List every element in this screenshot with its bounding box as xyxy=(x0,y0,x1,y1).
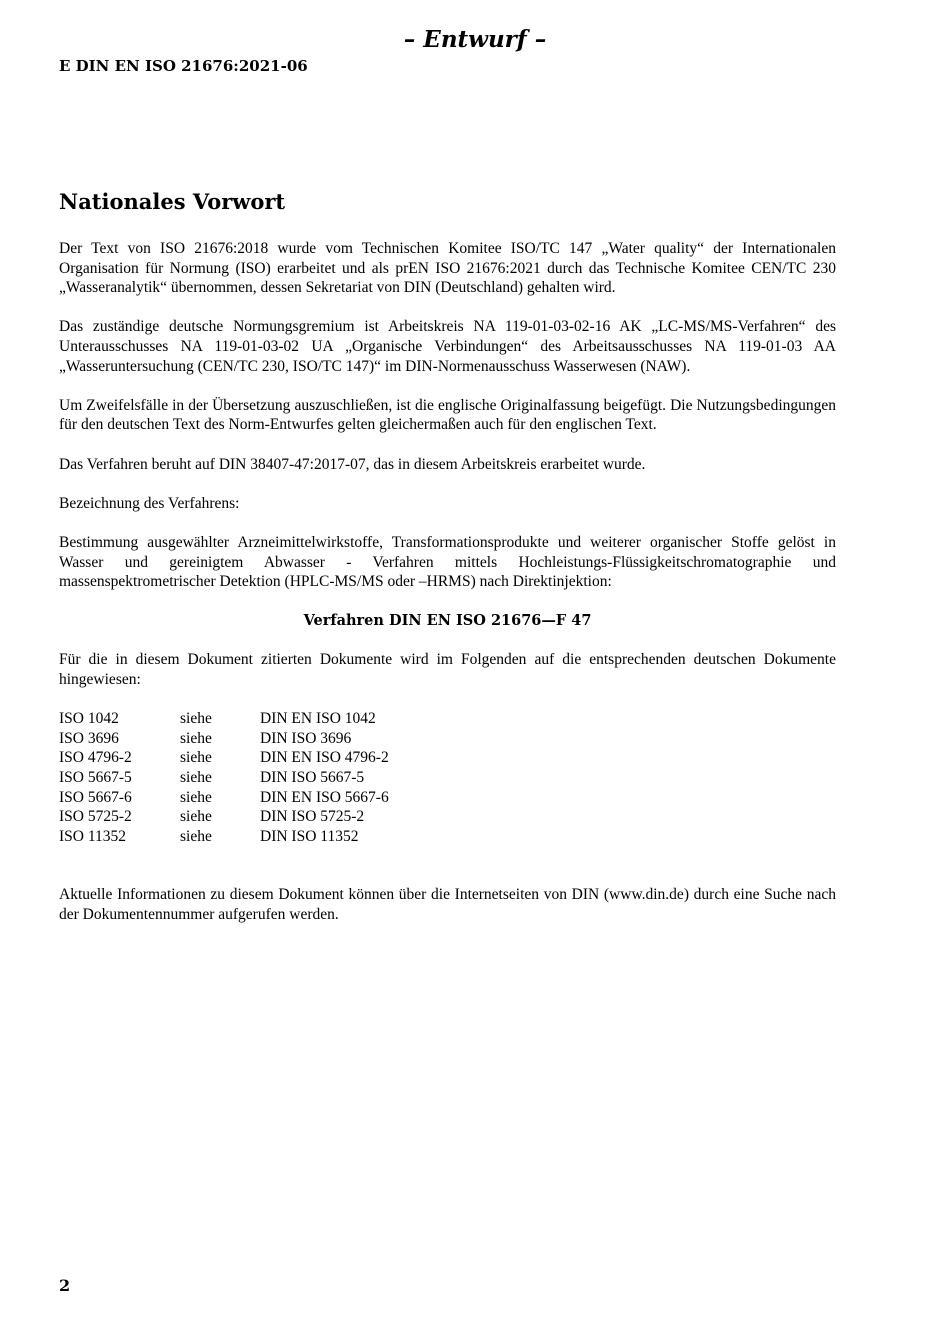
reference-row xyxy=(59,729,836,749)
reference-row xyxy=(59,807,836,827)
reference-see-label: siehe xyxy=(180,808,212,826)
page-content xyxy=(59,188,836,944)
paragraph-basis: Das Verfahren beruht auf DIN 38407-47:2017-07, das in diesem Arbeitskreis erarbeitet wurde. xyxy=(59,455,646,473)
reference-row xyxy=(59,827,836,847)
paragraph-committee: Das zuständige deutsche Normungsgremium ist Arbeitskreis NA 119-01-03-02-16 AK „LC-MS/MS-Verfahren“ des Unterausschusses NA 119-01-03-02 UA „Organische Verbindungen“ des Arbeitsausschusses NA 119-01-03 AA „Wasseruntersuchung (CEN/TC 230, ISO/TC 147)“ im DIN-Normenausschuss Wasserwesen (NAW). xyxy=(59,318,836,375)
reference-iso-code: ISO 5667-6 xyxy=(59,788,132,806)
reference-din-code: DIN ISO 5725-2 xyxy=(260,808,365,826)
paragraph-references-intro: Für die in diesem Dokument zitierten Dokumente wird im Folgenden auf die entsprechenden deutschen Dokumente hingewiesen: xyxy=(59,651,836,689)
reference-list xyxy=(59,709,836,846)
document-id: E DIN EN ISO 21676:2021-06 xyxy=(59,57,308,75)
section-title: Nationales Vorwort xyxy=(59,189,286,214)
reference-iso-code: ISO 5667-5 xyxy=(59,769,132,787)
reference-row xyxy=(59,768,836,788)
paragraph-info: Aktuelle Informationen zu diesem Dokument können über die Internetseiten von DIN (www.din.de) durch eine Suche nach der Dokumentennummer aufgerufen werden. xyxy=(59,886,836,923)
paragraph-method-description: Bestimmung ausgewählter Arzneimittelwirkstoffe, Transformationsprodukte und weiterer organischer Stoffe gelöst in Wasser und gereinigtem Abwasser - Verfahren mittels Hochleistungs-Flüssigkeitschromatographie und massenspektrometrischer Detektion (HPLC-MS/MS oder –HRMS) nach Direktinjektion: xyxy=(59,533,836,591)
reference-row xyxy=(59,748,836,768)
paragraph-designation-label: Bezeichnung des Verfahrens: xyxy=(59,494,240,512)
reference-see-label: siehe xyxy=(180,769,212,787)
reference-see-label: siehe xyxy=(180,827,212,845)
draft-watermark-label: – Entwurf – xyxy=(403,26,547,53)
reference-see-label: siehe xyxy=(180,729,212,747)
reference-din-code: DIN ISO 3696 xyxy=(260,729,352,747)
paragraph-translation: Um Zweifelsfälle in der Übersetzung auszuschließen, ist die englische Originalfassung beigefügt. Die Nutzungsbedingungen für den deutschen Text des Norm-Entwurfes gelten gleichermaßen auch für den englischen Text. xyxy=(59,396,836,434)
reference-see-label: siehe xyxy=(180,788,212,806)
reference-row xyxy=(59,709,836,729)
paragraph-origin: Der Text von ISO 21676:2018 wurde vom Technischen Komitee ISO/TC 147 „Water quality“ der Internationalen Organisation für Normung (ISO) erarbeitet und als prEN ISO 21676:2021 durch das Technische Komitee CEN/TC 230 „Wasseranalytik“ übernommen, dessen Sekretariat von DIN (Deutschland) gehalten wird. xyxy=(59,240,836,297)
reference-iso-code: ISO 11352 xyxy=(59,827,127,845)
reference-din-code: DIN ISO 11352 xyxy=(260,827,359,845)
procedure-designation: Verfahren DIN EN ISO 21676—F 47 xyxy=(303,612,592,630)
reference-din-code: DIN EN ISO 1042 xyxy=(260,710,376,728)
reference-see-label: siehe xyxy=(180,710,212,728)
reference-iso-code: ISO 3696 xyxy=(59,729,119,747)
reference-iso-code: ISO 1042 xyxy=(59,710,119,728)
reference-iso-code: ISO 5725-2 xyxy=(59,808,132,826)
page-number: 2 xyxy=(59,1276,71,1295)
reference-iso-code: ISO 4796-2 xyxy=(59,749,132,767)
reference-din-code: DIN EN ISO 5667-6 xyxy=(260,788,389,806)
reference-row xyxy=(59,788,836,808)
reference-see-label: siehe xyxy=(180,749,212,767)
reference-din-code: DIN ISO 5667-5 xyxy=(260,769,365,787)
reference-din-code: DIN EN ISO 4796-2 xyxy=(260,749,389,767)
